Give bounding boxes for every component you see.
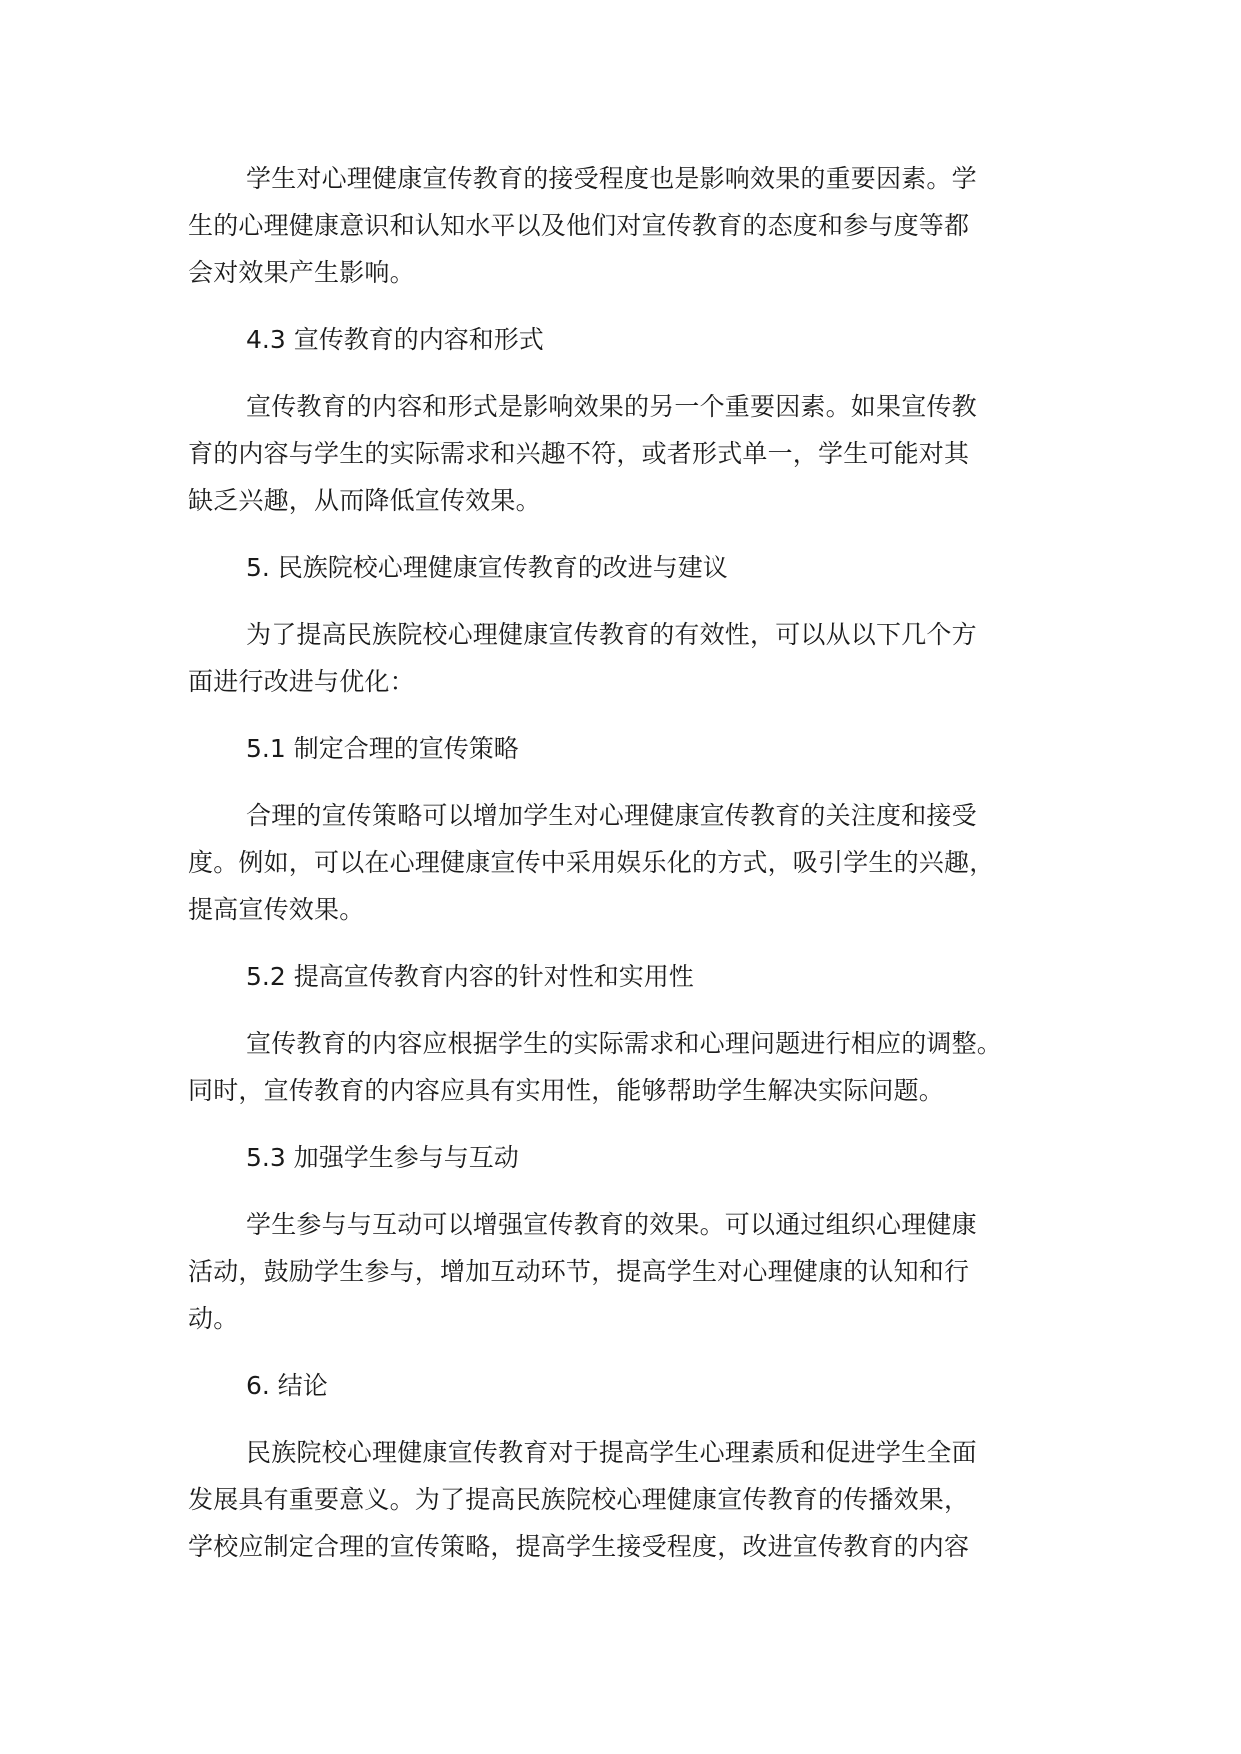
paragraph-participation: 学生参与与互动可以增强宣传教育的效果。可以通过组织心理健康 活动，鼓励学生参与，增加互动环节，提高学生对心理健康的认知和行 动。: [188, 1210, 977, 1333]
paragraph-improvement-intro: 为了提高民族院校心理健康宣传教育的有效性，可以从以下几个方 面进行改进与优化：: [188, 620, 977, 696]
heading-5-3: 5.3 加强学生参与与互动: [246, 1143, 519, 1172]
paragraph-content-form: 宣传教育的内容和形式是影响效果的另一个重要因素。如果宣传教 育的内容与学生的实际需求和兴趣不符，或者形式单一，学生可能对其 缺乏兴趣，从而降低宣传效果。: [188, 392, 977, 515]
heading-5-2: 5.2 提高宣传教育内容的针对性和实用性: [246, 962, 694, 991]
paragraph-conclusion: 民族院校心理健康宣传教育对于提高学生心理素质和促进学生全面 发展具有重要意义。为了提高民族院校心理健康宣传教育的传播效果， 学校应制定合理的宣传策略，提高学生接受程度，改进宣传教育的内容: [188, 1438, 977, 1561]
heading-5: 5. 民族院校心理健康宣传教育的改进与建议: [246, 553, 728, 582]
document-body: [188, 155, 1068, 1590]
heading-6: 6. 结论: [246, 1371, 328, 1400]
paragraph-acceptance: 学生对心理健康宣传教育的接受程度也是影响效果的重要因素。学 生的心理健康意识和认知水平以及他们对宣传教育的态度和参与度等都 会对效果产生影响。: [188, 164, 977, 287]
paragraph-strategy: 合理的宣传策略可以增加学生对心理健康宣传教育的关注度和接受 度。例如，可以在心理健康宣传中采用娱乐化的方式，吸引学生的兴趣， 提高宣传效果。: [188, 801, 995, 924]
heading-5-1: 5.1 制定合理的宣传策略: [246, 734, 519, 763]
heading-4-3: 4.3 宣传教育的内容和形式: [246, 325, 544, 354]
paragraph-relevance: 宣传教育的内容应根据学生的实际需求和心理问题进行相应的调整。 同时，宣传教育的内容应具有实用性，能够帮助学生解决实际问题。: [188, 1029, 1003, 1105]
